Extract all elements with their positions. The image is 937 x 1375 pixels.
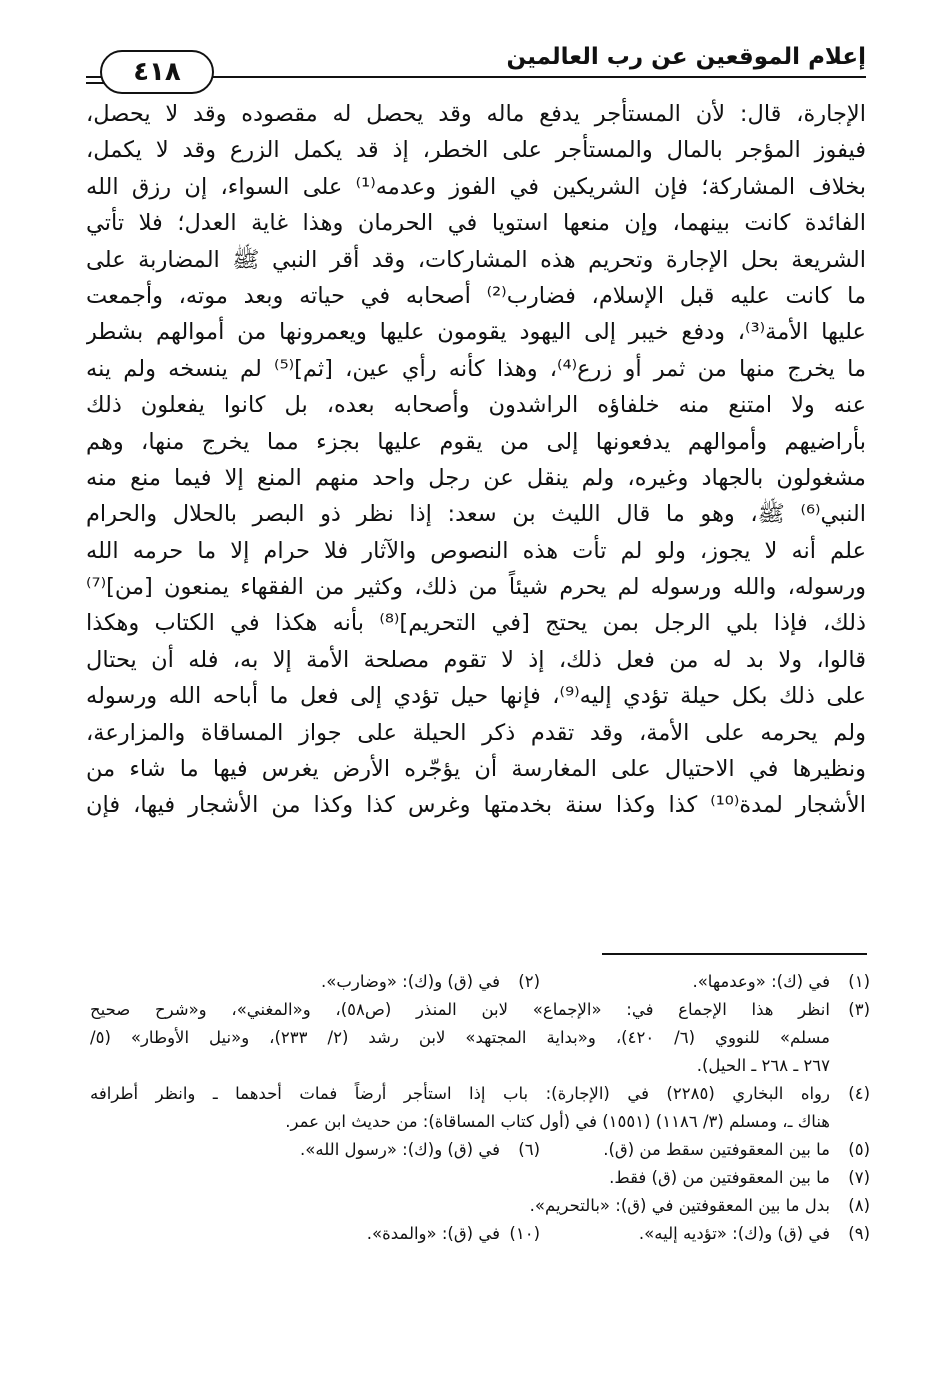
footnote-text: هناك ـ، ومسلم (٣/ ١١٨٦) (١٥٥١) في (أول كتاب المساقاة): من حديث ابن عمر. [285, 1112, 830, 1131]
footnote-number: (٧) [848, 1168, 870, 1187]
footnote-number: (١٠) [509, 1224, 540, 1243]
text-line: ورسوله، والله ورسوله لم يحرم شيئاً من ذلك، وكثير من الفقهاء يمنعون [من]⁽⁷⁾ [86, 574, 866, 601]
footnote-10 [367, 1220, 540, 1248]
text-line: فيفوز المؤجر بالمال والمستأجر على الخطر، إذ قد يكمل الزرع وقد لا يكمل، [86, 137, 866, 164]
main-text [86, 96, 866, 824]
footnote-number: (٨) [848, 1196, 870, 1215]
text-line: عنه ولا امتنع منه خلفاؤه الراشدون وأصحابه بعده، بل كانوا يفعلون ذلك [86, 392, 866, 419]
footnote-1 [540, 968, 870, 996]
footnote-number: (٩) [848, 1224, 870, 1243]
footnote-number: (٣) [848, 1000, 870, 1019]
footnote-number: (٦) [518, 1140, 540, 1159]
footnote-number: (٢) [518, 972, 540, 991]
footnote-text: في (ق) و(ك): «تؤديه إليه». [638, 1224, 830, 1243]
text-line: مشغولون بالجهاد وغيره، ولم ينقل عن رجل واحد منهم المنع إلا فيما منع منه [86, 464, 866, 491]
text-line: الأشجار لمدة⁽¹⁰⁾ كذا وكذا سنة بخدمتها وغرس كذا وكذا من الأشجار فيها، فإن [86, 792, 866, 819]
footnote-text: في (ق): «والمدة». [366, 1224, 500, 1243]
text-line: ما يخرج منها من ثمر أو زرع⁽⁴⁾، وهذا كأنه رأي عين، [ثم]⁽⁵⁾ لم ينسخه ولم ينه [86, 355, 866, 382]
footnotes [90, 968, 870, 1248]
footnote-text: في (ق) و(ك): «رسول الله». [300, 1140, 500, 1159]
text-line: على ذلك بكل حيلة تؤدي إليه⁽⁹⁾، فإنها حيل تؤدي إلى فعل ما أباحه الله ورسوله [86, 683, 866, 710]
text-line: قالوا، ولا بد له من فعل ذلك، إذ لا تقوم مصلحة الأمة إلا به، فله أن يحتال [86, 646, 866, 673]
footnote-9 [540, 1220, 870, 1248]
text-line: بأراضيهم وأموالهم يدفعونها إلى من يقوم عليها بجزء مما يخرج منها، وهم [86, 428, 866, 455]
footnote-8 [90, 1192, 870, 1220]
text-line: الفائدة كانت بينهما، وإن منعها استويا في الحرمان وهذا غاية العدل؛ فلا تأتي [86, 210, 866, 237]
text-line: بخلاف المشاركة؛ فإن الشريكين في الفوز وعدمه⁽¹⁾ على السواء، إن رزق الله [86, 173, 866, 200]
text-line: ونظيرها في الاحتيال على المغارسة أن يؤجّره الأرض يغرس فيها ما شاء من [86, 756, 866, 783]
footnote-2 [321, 968, 540, 996]
text-line: النبي⁽⁶⁾ ﷺ، وهو ما قال الليث بن سعد: إذا نظر ذو البصر بالحلال والحرام [86, 501, 866, 528]
text-line: الإجارة، قال: لأن المستأجر يدفع ماله وقد يحصل له مقصوده وقد لا يحصل، [86, 101, 866, 127]
page-header [86, 42, 866, 92]
footnote-4 [90, 1080, 870, 1136]
running-title: إعلام الموقعين عن رب العالمين [506, 44, 866, 70]
footnote-7 [90, 1164, 870, 1192]
text-line: علم أنه لا يجوز، ولو لم تأت هذه النصوص والآثار فلا حرام إلا ما حرمه الله [86, 537, 866, 564]
text-line: ولم يحرمه على الأمة، وقد تقدم ذكر الحيلة على جواز المساقاة والمزارعة، [86, 719, 866, 746]
footnote-number: (١) [848, 972, 870, 991]
footnote-text: في (ك): «وعدمها». [692, 972, 830, 991]
page-number: ٤١٨ [100, 50, 214, 94]
text-line: الشريعة بحل الإجارة وتحريم هذه المشاركات، وقد أقر النبي ﷺ المضاربة على [86, 246, 866, 273]
footnote-text: انظر هذا الإجماع في: «الإجماع» لابن المنذر (ص٥٨)، و«المغني»، و«شرح صحيح [90, 1000, 830, 1019]
footnote-row [90, 1136, 870, 1164]
footnote-separator [602, 953, 867, 955]
footnote-text: في (ق) و(ك): «وضارب». [321, 972, 500, 991]
footnote-text: ٢٦٧ ـ ٢٦٨ ـ الحيل). [696, 1056, 830, 1075]
footnote-row [90, 968, 870, 996]
footnote-text: بدل ما بين المعقوفتين في (ق): «بالتحريم». [529, 1196, 830, 1215]
text-line: عليها الأمة⁽³⁾، ودفع خيبر إلى اليهود يقومون عليها ويعمرونها من أموالهم بشطر [86, 319, 866, 346]
footnote-3 [90, 996, 870, 1080]
footnote-number: (٥) [848, 1140, 870, 1159]
footnote-text: مسلم» للنووي (٦/ ٤٢٠)، و«بداية المجتهد» لابن رشد (٢/ ٢٣٣)، و«نيل الأوطار» (٥/ [90, 1028, 830, 1047]
footnote-5 [540, 1136, 870, 1164]
footnote-6 [300, 1136, 540, 1164]
footnote-text: ما بين المعقوفتين من (ق) فقط. [609, 1168, 830, 1187]
footnote-text: ما بين المعقوفتين سقط من (ق). [603, 1140, 830, 1159]
text-line: ما كانت عليه قبل الإسلام، فضارب⁽²⁾ أصحابه في حياته وبعد موته، وأجمعت [86, 282, 866, 309]
text-line: ذلك، فإذا بلي الرجل بمن يحتج [في التحريم]⁽⁸⁾ بأنه هكذا في الكتاب وهكذا [86, 610, 866, 637]
footnote-number: (٤) [848, 1084, 870, 1103]
footnote-row [90, 1220, 870, 1248]
footnote-text: رواه البخاري (٢٢٨٥) في (الإجارة): باب إذا استأجر أرضاً فمات أحدهما ـ وانظر أطرافه [90, 1084, 830, 1103]
